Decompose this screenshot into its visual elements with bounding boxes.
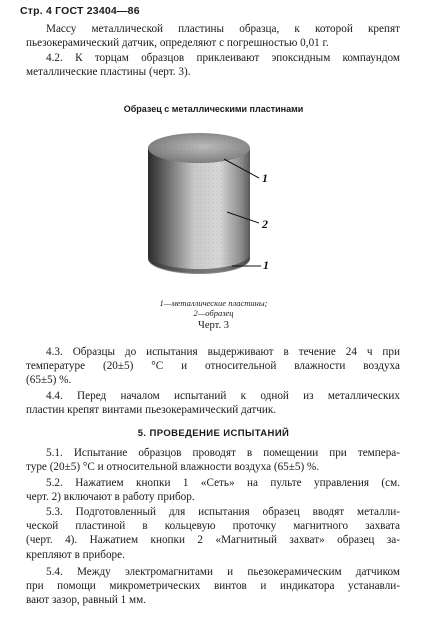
paragraph-5-3 <box>26 505 400 562</box>
paragraph-4-4 <box>26 389 400 417</box>
cylinder-body <box>148 148 250 273</box>
paragraph-5-2 <box>26 476 400 504</box>
text-line: температуре (20±5) °С и относительной влажности воздуха <box>26 360 400 373</box>
text-line: 5.4. Между электромагнитами и пьезокерамическим датчиком <box>46 566 400 578</box>
figure-title: Образец с металлическими пластинами <box>123 104 304 114</box>
text-line: 5.2. Нажатием кнопки 1 «Сеть» на пульте управления (см. <box>46 477 400 489</box>
text-line: (65±5) %. <box>26 374 72 387</box>
figure-legend <box>0 298 427 318</box>
legend-line: 1—металлические пластины; <box>159 298 268 308</box>
text-line: (черт. 4). Нажатием кнопки 2 «Магнитный захват» образец за- <box>26 534 400 547</box>
paragraph-5-1 <box>26 446 400 474</box>
text-line: при помощи микрометрических винтов и индикатора устанавли- <box>26 580 400 593</box>
text-line: ческой пластиной в кольцевую проточку магнитного захвата <box>26 520 400 533</box>
text-line: крепляют в приборе. <box>26 548 125 561</box>
text-line: 5.3. Подготовленный для испытания образец вводят металли- <box>46 506 400 518</box>
text-line: пьезокерамический датчик, определяют с погрешностью 0,01 г. <box>26 37 329 50</box>
text-line: Массу металлической пластины образца, к которой крепят <box>46 23 400 35</box>
specimen-cylinder-illustration <box>140 126 290 296</box>
text-line: пластин крепят винтами пьезокерамический датчик. <box>26 404 277 417</box>
legend-line: 2—образец <box>193 308 234 318</box>
figure-sketch-label: Черт. 3 <box>198 320 229 331</box>
text-line: 4.3. Образцы до испытания выдерживают в течение 24 ч при <box>46 346 400 358</box>
callout-label-1-bottom: 1 <box>263 258 269 272</box>
paragraph-5-4 <box>26 565 400 608</box>
text-line: черт. 2) включают в работу прибор. <box>26 491 195 504</box>
top-metal-plate <box>148 133 250 163</box>
page-header: Стр. 4 ГОСТ 23404—86 <box>20 5 140 17</box>
text-line: туре (20±5) °С и относительной влажности воздуха (65±5) %. <box>26 461 320 474</box>
callout-label-2: 2 <box>262 217 268 231</box>
paragraph-4-3 <box>26 345 400 388</box>
section-heading: 5. ПРОВЕДЕНИЕ ИСПЫТАНИЙ <box>137 428 290 439</box>
callout-label-1-top: 1 <box>262 171 268 185</box>
paragraph-4-2 <box>26 51 400 79</box>
text-line: 4.4. Перед началом испытаний к одной из металлических <box>46 390 400 402</box>
text-line: 4.2. К торцам образцов приклеивают эпоксидным компаундом <box>46 52 400 64</box>
paragraph-intro <box>26 22 400 50</box>
text-line: вают зазор, равный 1 мм. <box>26 594 146 607</box>
text-line: металлические пластины (черт. 3). <box>26 66 191 79</box>
text-line: 5.1. Испытание образцов проводят в помещении при темпера- <box>46 447 400 459</box>
